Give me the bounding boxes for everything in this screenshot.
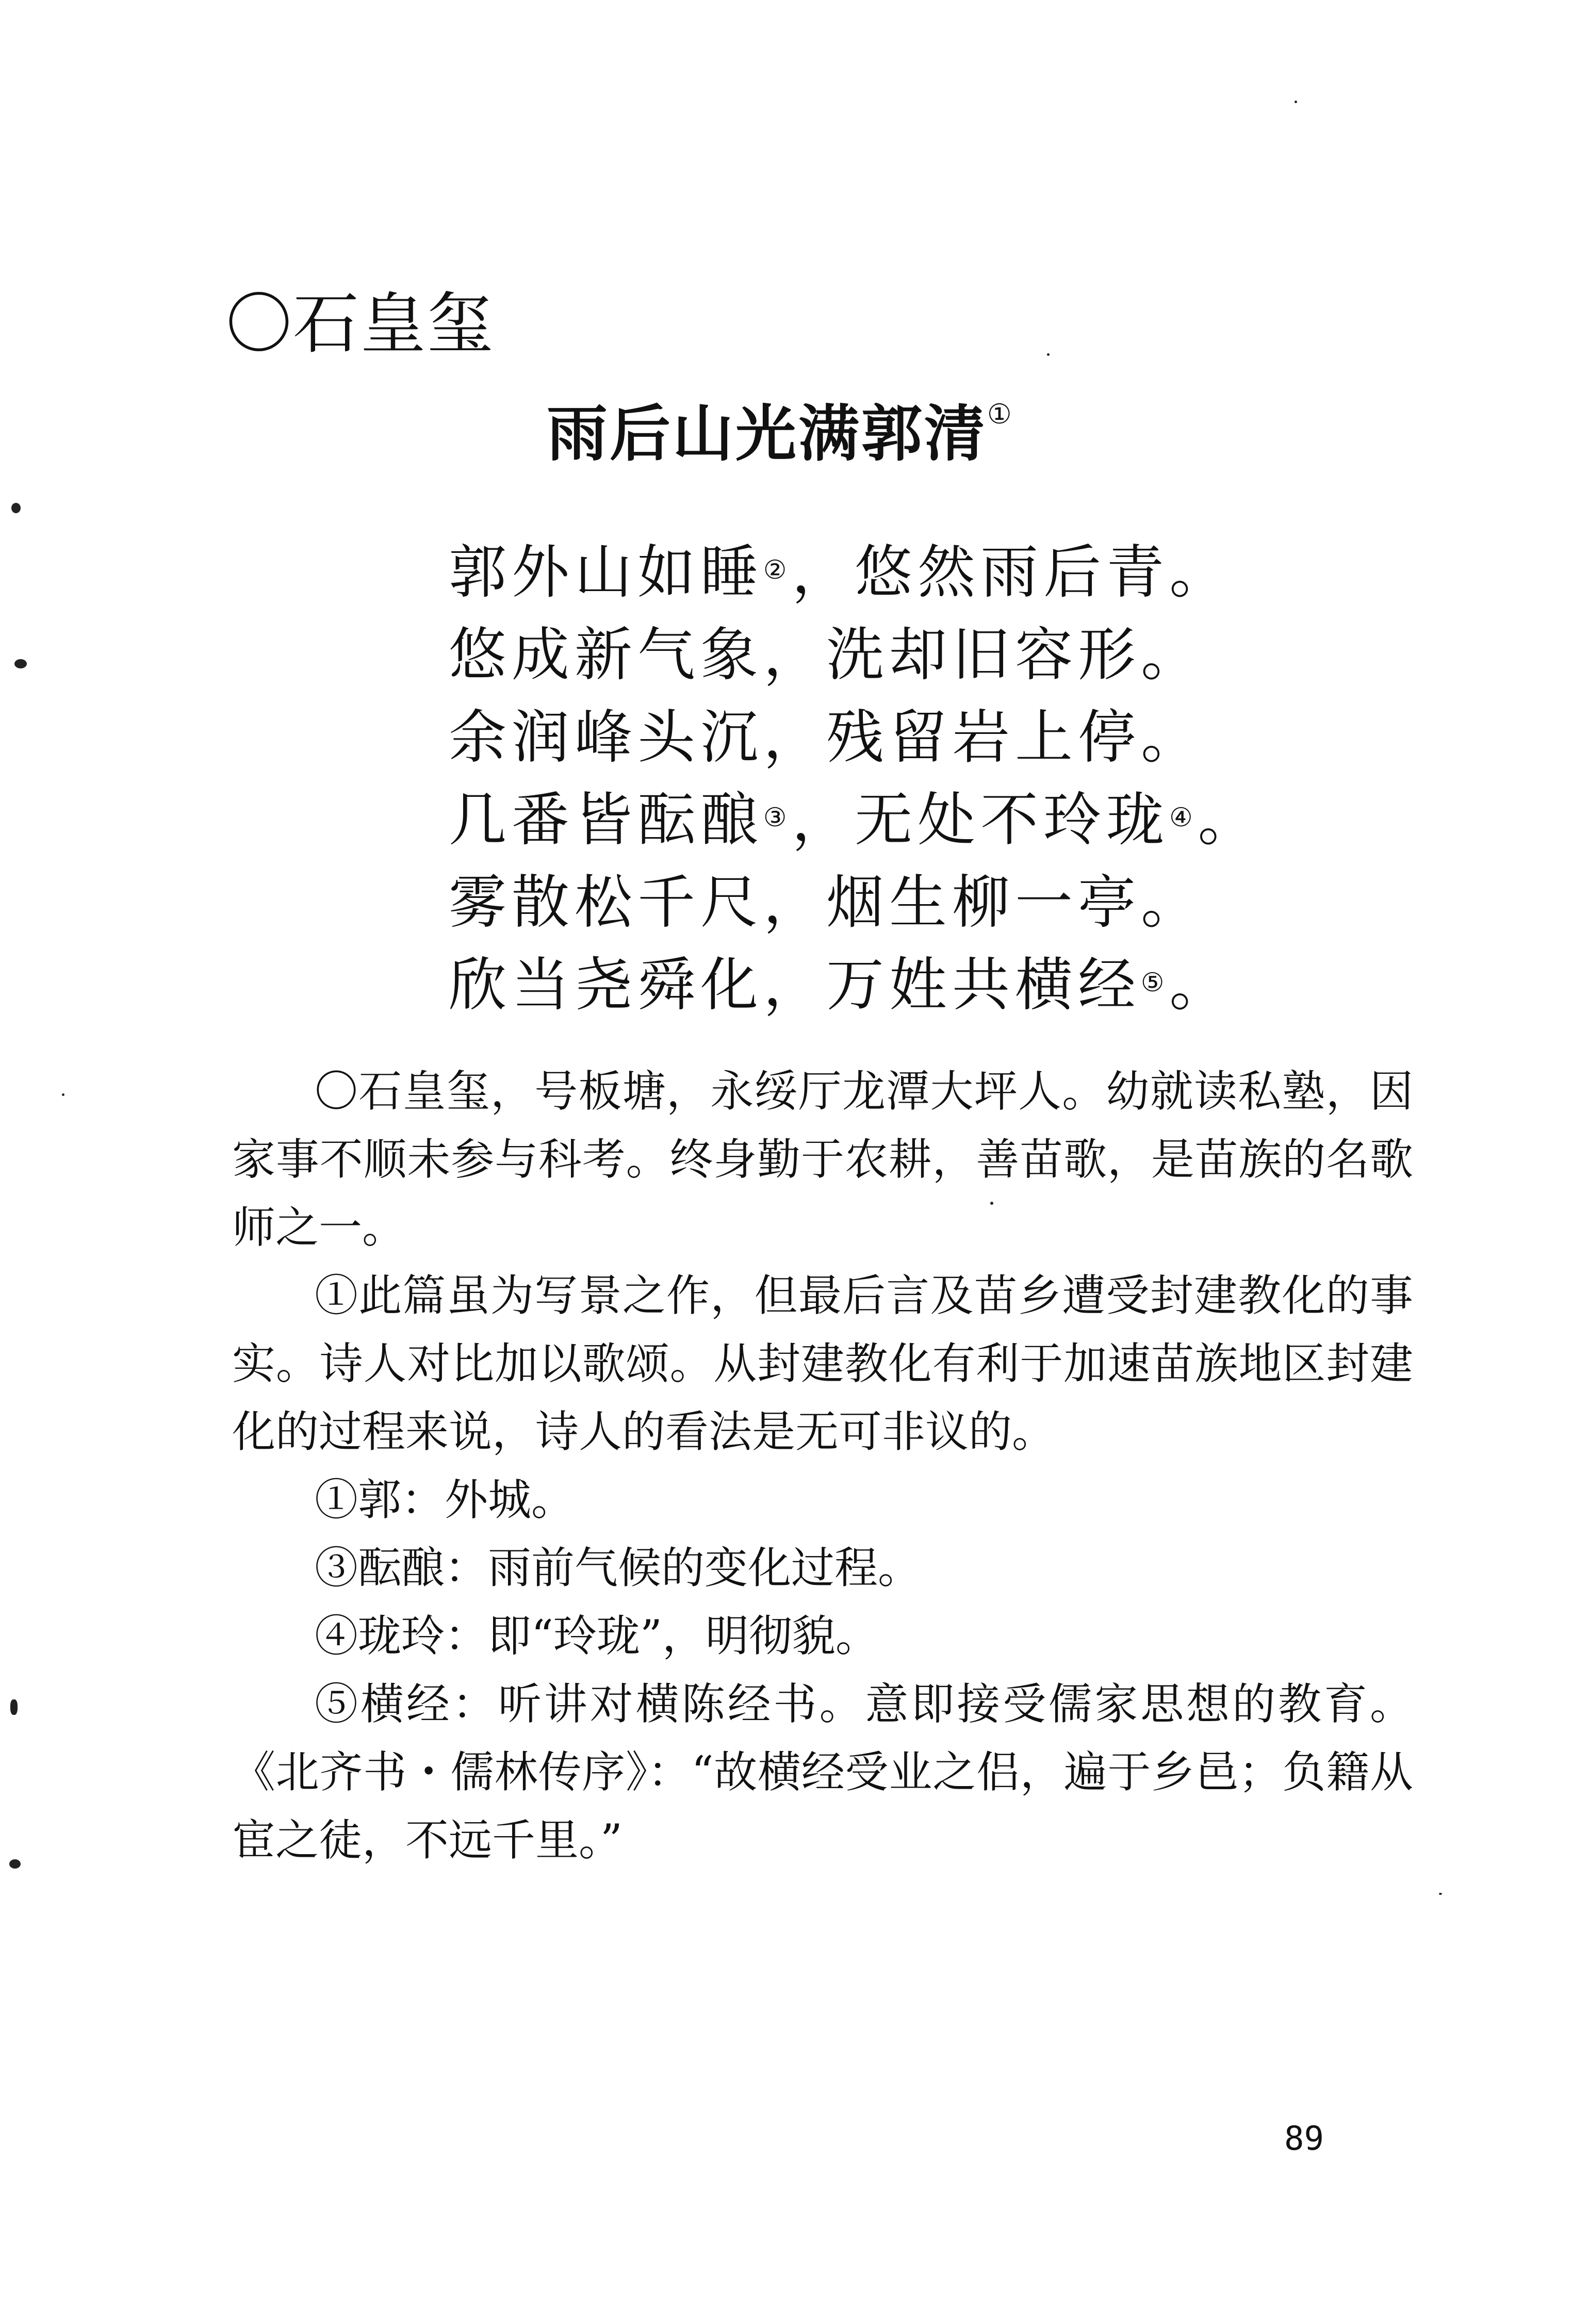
poem-line-4-mark2: ④ — [1169, 801, 1198, 832]
scan-speck — [1439, 1893, 1442, 1895]
scan-speck — [1295, 101, 1297, 103]
author-bio: 〇石皇玺，号板塘，永绥厅龙潭大坪人。幼就读私塾，因家事不顺未参与科考。终身勤于农耕，善苗歌，是苗族的名歌师之一。 — [232, 1066, 1413, 1253]
page-number: 89 — [1284, 2120, 1324, 2158]
scan-speck — [1047, 353, 1050, 356]
poem-line-4-rest2: 。 — [1198, 787, 1261, 854]
poem-line-1 — [449, 531, 1325, 614]
scan-speck — [990, 1202, 993, 1205]
poem-title-text: 雨后山光满郭清 — [547, 398, 988, 469]
poem-line-2-text: 悠成新气象，洗却旧容形。 — [449, 621, 1204, 689]
poem-line-4 — [449, 779, 1325, 861]
poem-line-5 — [449, 861, 1325, 944]
poem-line-5-text: 雾散松千尺，烟生柳一亭。 — [449, 869, 1204, 936]
note-4-longling: ④珑玲：即“玲珑”，明彻貌。 — [315, 1611, 879, 1661]
poem-title — [547, 398, 1014, 469]
poem-line-2 — [449, 614, 1325, 696]
scan-speck — [10, 1699, 18, 1715]
poem-line-4-rest: ，无处不玲珑 — [792, 787, 1170, 854]
poem-body — [449, 531, 1325, 1026]
poem-line-1-mark: ② — [763, 554, 792, 585]
poem-line-6-mark: ⑤ — [1141, 967, 1170, 997]
poem-line-1-text: 郭外山如睡 — [449, 539, 763, 606]
scan-speck — [9, 1859, 21, 1869]
notes-section — [232, 1057, 1413, 1874]
scan-speck — [62, 1093, 64, 1096]
note-5-hengjing: ⑤横经：听讲对横陈经书。意即接受儒家思想的教育。《北齐书・儒林传序》：“故横经受业之侣，遍于乡邑；负籍从宦之徒，不远千里。” — [232, 1679, 1413, 1865]
scan-speck — [11, 503, 21, 513]
poem-line-6-rest: 。 — [1169, 952, 1233, 1019]
poem-line-3-text: 余润峰头沉，残留岩上停。 — [449, 704, 1204, 771]
author-name: 〇石皇玺 — [226, 286, 495, 363]
title-footnote-mark: ① — [987, 398, 1014, 430]
note-3-yunniang: ③酝酿：雨前气候的变化过程。 — [315, 1543, 922, 1593]
poem-line-1-rest: ，悠然雨后青。 — [792, 539, 1233, 606]
poem-line-3 — [449, 696, 1325, 779]
poem-line-4-mark: ③ — [763, 801, 792, 832]
note-1-commentary: ①此篇虽为写景之作，但最后言及苗乡遭受封建教化的事实。诗人对比加以歌颂。从封建教化有利于加速苗族地区封建化的过程来说，诗人的看法是无可非议的。 — [232, 1270, 1413, 1457]
poem-line-4-text: 几番皆酝酿 — [449, 787, 763, 854]
poem-line-6 — [449, 944, 1325, 1026]
note-1-guo: ①郭：外城。 — [315, 1475, 575, 1525]
scan-speck — [14, 659, 27, 668]
poem-line-6-text: 欣当尧舜化，万姓共横经 — [449, 952, 1141, 1019]
